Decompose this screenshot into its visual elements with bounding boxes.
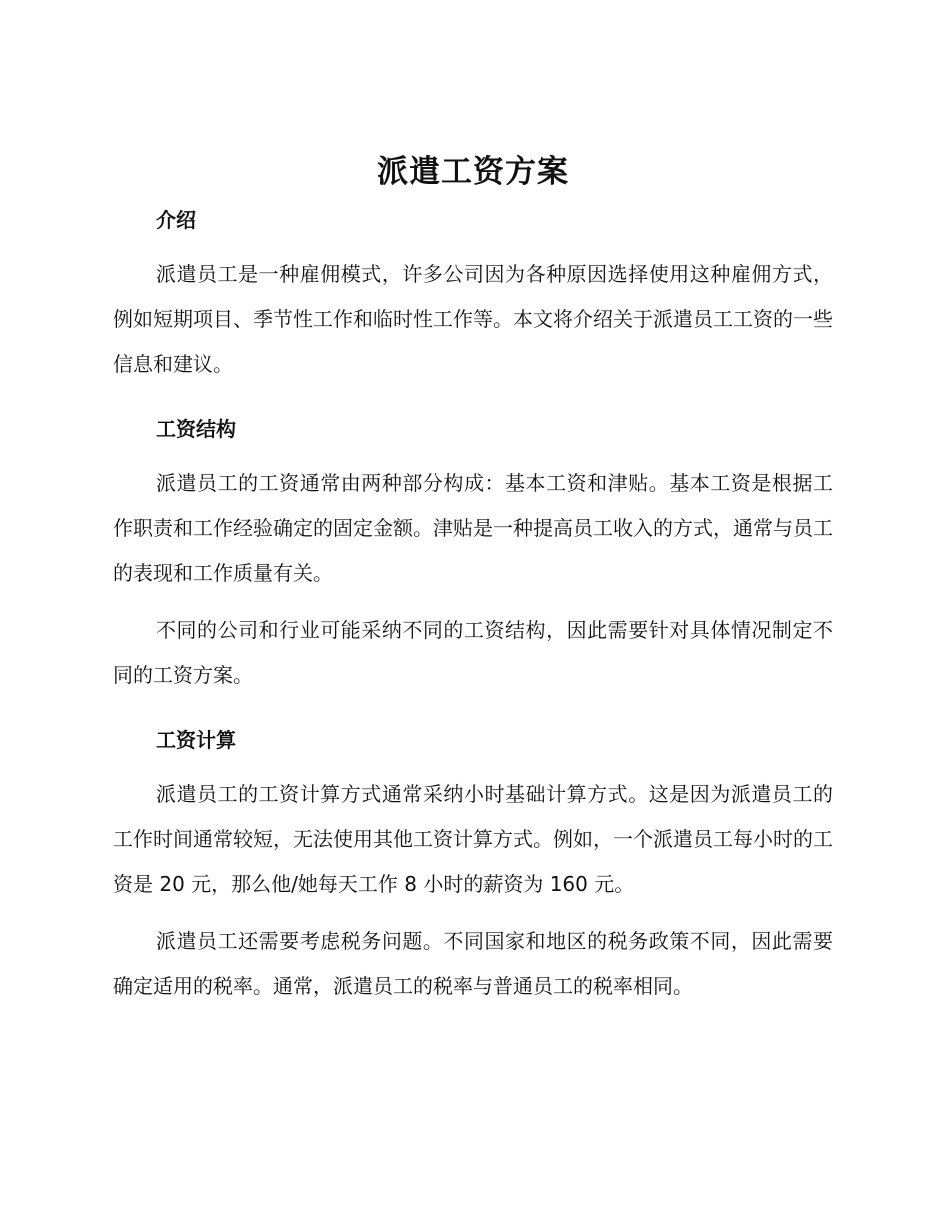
paragraph-salary-calculation-2: 派遣员工还需要考虑税务问题。不同国家和地区的税务政策不同，因此需要确定适用的税率。通常，派遣员工的税率与普通员工的税率相同。 xyxy=(113,929,833,998)
paragraph-intro: 派遣员工是一种雇佣模式，许多公司因为各种原因选择使用这种雇佣方式，例如短期项目、季节性工作和临时性工作等。本文将介绍关于派遣员工工资的一些信息和建议。 xyxy=(113,262,833,376)
section-heading-salary-calculation: 工资计算 xyxy=(156,728,236,752)
section-heading-intro: 介绍 xyxy=(156,208,196,232)
paragraph-salary-structure-1: 派遣员工的工资通常由两种部分构成：基本工资和津贴。基本工资是根据工作职责和工作经验确定的固定金额。津贴是一种提高员工收入的方式，通常与员工的表现和工作质量有关。 xyxy=(113,471,833,585)
section-heading-salary-structure: 工资结构 xyxy=(156,417,236,441)
paragraph-salary-calculation-1: 派遣员工的工资计算方式通常采纳小时基础计算方式。这是因为派遣员工的工作时间通常较短，无法使用其他工资计算方式。例如，一个派遣员工每小时的工资是 20 元，那么他/她每天工作 8 小时的薪资为 160 元。 xyxy=(113,782,833,896)
document-body xyxy=(113,150,833,1009)
paragraph-salary-structure-2: 不同的公司和行业可能采纳不同的工资结构，因此需要针对具体情况制定不同的工资方案。 xyxy=(113,618,833,687)
document-title: 派遣工资方案 xyxy=(377,154,569,190)
